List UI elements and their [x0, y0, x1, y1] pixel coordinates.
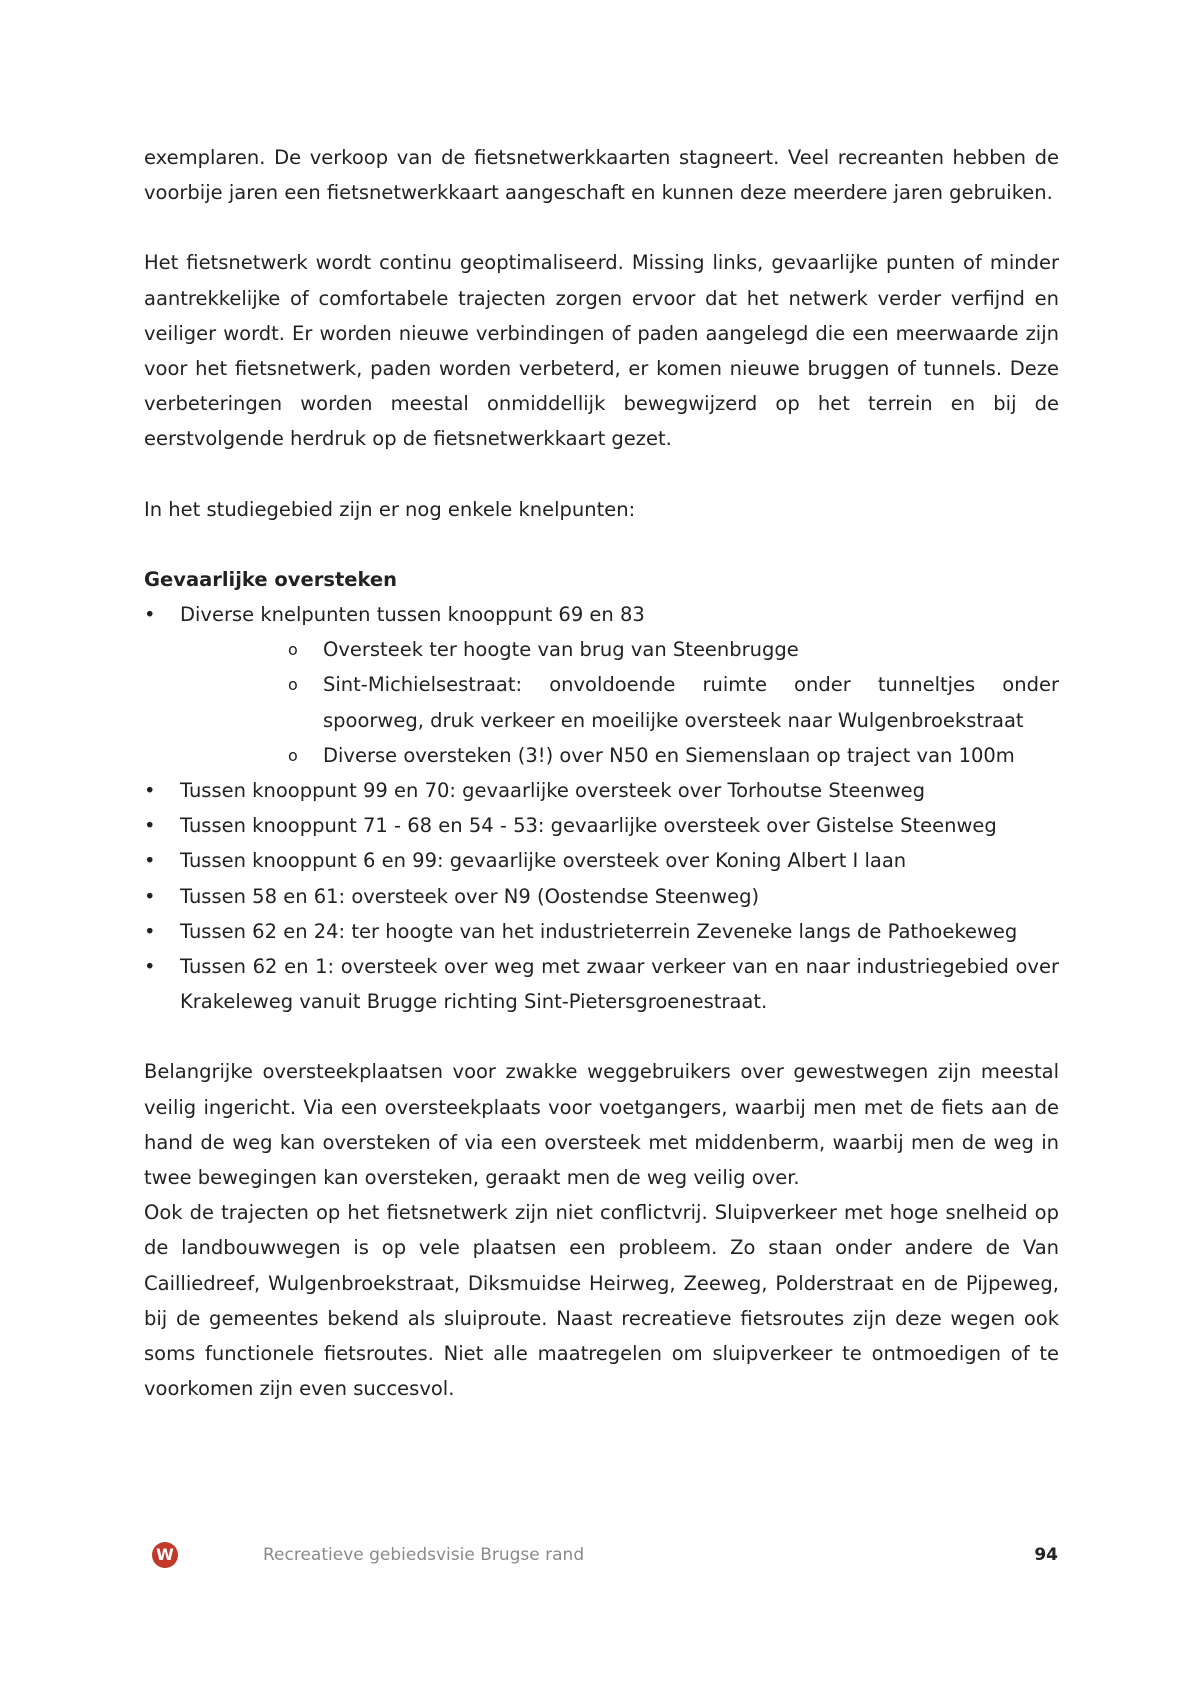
list-item: • Tussen 62 en 1: oversteek over weg met zwaar verkeer van en naar industriegebied over Krakeleweg vanuit Brugge richting Sint-Pietersgroenestraat. — [144, 949, 1059, 1019]
paragraph-intro: exemplaren. De verkoop van de fietsnetwerkkaarten stagneert. Veel recreanten hebben de voorbije jaren een fietsnetwerkkaart aangeschaft en kunnen deze meerdere jaren gebruiken. — [144, 146, 1059, 205]
list-item: • Tussen knooppunt 6 en 99: gevaarlijke oversteek over Koning Albert I laan — [144, 843, 1059, 878]
paragraph-cut-through-traffic: Ook de trajecten op het fietsnetwerk zijn niet conflictvrij. Sluipverkeer met hoge snelheid op de landbouwwegen is op vele plaatsen een probleem. Zo staan onder andere de Van Cailliedreef, Wulgenbroekstraat, Diksmuidse Heirweg, Zeeweg, Polderstraat en de Pijpeweg, bij de gemeentes bekend als sluiproute. Naast recreatieve fietsroutes zijn deze wegen ook soms functionele fietsroutes. Niet alle maatregelen om sluipverkeer te ontmoedigen of te voorkomen zijn even succesvol. — [144, 1201, 1059, 1401]
section-heading: Gevaarlijke oversteken — [144, 567, 398, 591]
footer-title: Recreatieve gebiedsvisie Brugse rand — [263, 1545, 585, 1565]
document-body — [144, 140, 1059, 1407]
bottleneck-list — [144, 597, 1059, 1019]
list-item: • Tussen 62 en 24: ter hoogte van het industrieterrein Zeveneke langs de Pathoekeweg — [144, 914, 1059, 949]
page-number: 94 — [1034, 1545, 1058, 1565]
paragraph-network-optimization: Het fietsnetwerk wordt continu geoptimaliseerd. Missing links, gevaarlijke punten of minder aantrekkelijke of comfortabele trajecten zorgen ervoor dat het netwerk verder verfijnd en veiliger wordt. Er worden nieuwe verbindingen of paden aangelegd die een meerwaarde zijn voor het fietsnetwerk, paden worden verbeterd, er komen nieuwe bruggen of tunnels. Deze verbeteringen worden meestal onmiddellijk bewegwijzerd op het terrein en bij de eerstvolgende herdruk op de fietsnetwerkkaart gezet. — [144, 251, 1059, 451]
page-footer — [152, 1538, 1058, 1572]
list-item — [144, 597, 1059, 773]
list-item-text: Diverse knelpunten tussen knooppunt 69 en 83 — [180, 603, 645, 627]
list-item: • Tussen 58 en 61: oversteek over N9 (Oostendse Steenweg) — [144, 879, 1059, 914]
sub-list-item: o Diverse oversteken (3!) over N50 en Siemenslaan op traject van 100m — [180, 738, 1059, 773]
logo-icon: W — [152, 1542, 178, 1568]
list-item: • Tussen knooppunt 71 - 68 en 54 - 53: gevaarlijke oversteek over Gistelse Steenweg — [144, 808, 1059, 843]
sub-list-item: o Sint-Michielsestraat: onvoldoende ruimte onder tunneltjes onder spoorweg, druk verkeer en moeilijke oversteek naar Wulgenbroekstraat — [180, 667, 1059, 737]
sub-list-item: o Oversteek ter hoogte van brug van Steenbrugge — [180, 632, 1059, 667]
paragraph-crossings: Belangrijke oversteekplaatsen voor zwakke weggebruikers over gewestwegen zijn meestal veilig ingericht. Via een oversteekplaats voor voetgangers, waarbij men met de fiets aan de hand de weg kan oversteken of via een oversteek met middenberm, waarbij men de weg in twee bewegingen kan oversteken, geraakt men de weg veilig over. — [144, 1060, 1059, 1190]
list-item: • Tussen knooppunt 99 en 70: gevaarlijke oversteek over Torhoutse Steenweg — [144, 773, 1059, 808]
sub-list — [180, 632, 1059, 773]
paragraph-bottlenecks-intro: In het studiegebied zijn er nog enkele knelpunten: — [144, 497, 636, 521]
